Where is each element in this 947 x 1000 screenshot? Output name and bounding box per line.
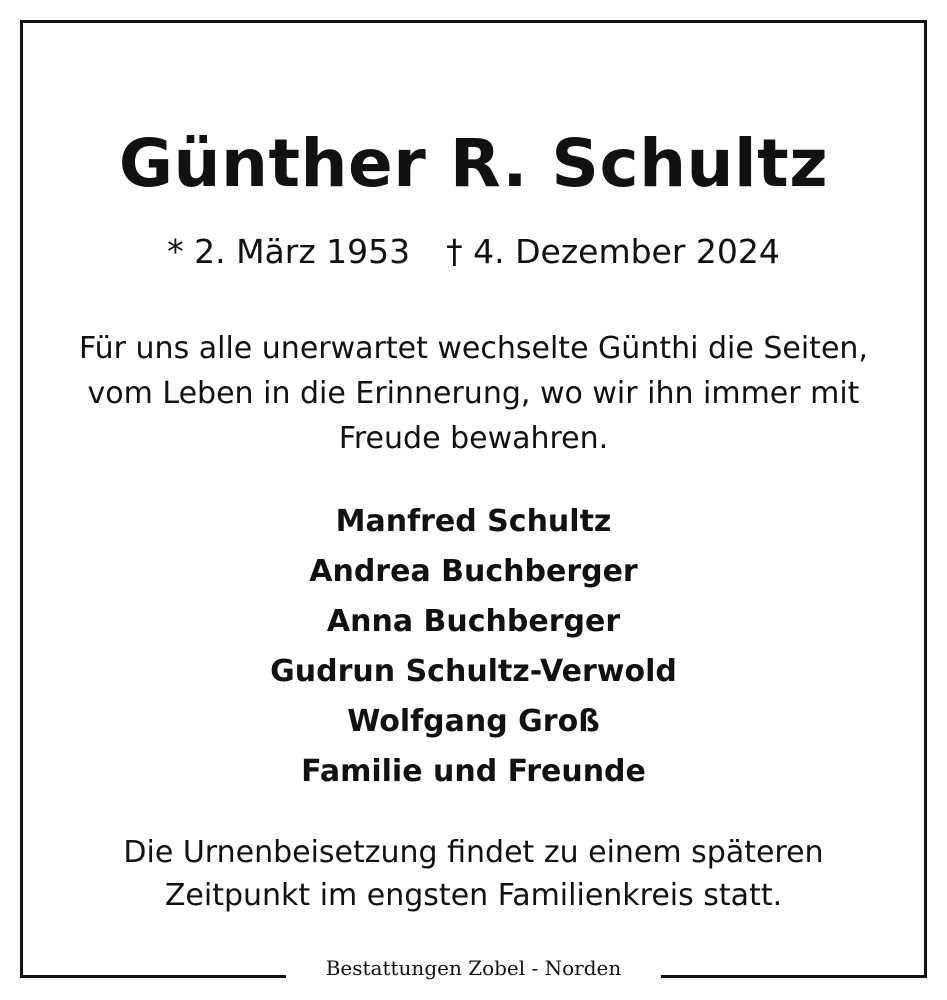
death-date: † 4. Dezember 2024 (446, 232, 780, 271)
mourner-name: Wolfgang Groß (347, 704, 600, 739)
deceased-name: Günther R. Schultz (118, 125, 829, 202)
mourner-name: Anna Buchberger (326, 604, 621, 639)
mourner-name: Gudrun Schultz-Verwold (270, 654, 677, 689)
message-line: Für uns alle unerwartet wechselte Günthi die Seiten, (79, 331, 868, 366)
birth-date: * 2. März 1953 (167, 232, 411, 271)
mourner-name: Andrea Buchberger (309, 554, 638, 589)
life-dates (23, 229, 924, 275)
mourners-list (23, 497, 924, 797)
undertaker-credit: Bestattungen Zobel - Norden (325, 956, 622, 980)
mourner-name: Manfred Schultz (335, 504, 612, 539)
mourner-name: Familie und Freunde (301, 754, 646, 789)
message-line: Freude bewahren. (338, 421, 609, 456)
notice-line: Die Urnenbeisetzung findet zu einem späteren (123, 835, 824, 870)
memorial-message (23, 326, 924, 461)
message-line: vom Leben in die Erinnerung, wo wir ihn immer mit (87, 376, 860, 411)
notice-line: Zeitpunkt im engsten Familienkreis statt. (164, 878, 783, 913)
burial-notice (23, 831, 924, 917)
